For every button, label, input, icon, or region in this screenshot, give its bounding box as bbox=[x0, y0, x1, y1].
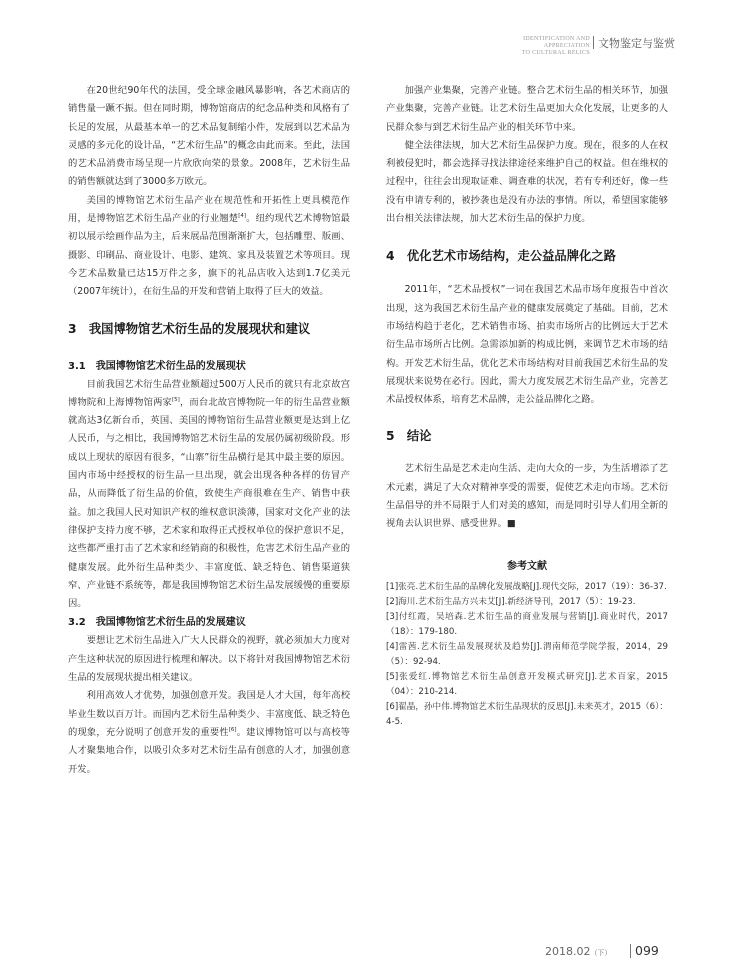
left-column bbox=[68, 82, 350, 779]
paragraph-current-status: 目前我国艺术衍生品营业额超过500万人民币的就只有北京故宫博物院和上海博物馆两家[5]，而台北故宫博物院一年的衍生品营业额就高达3亿新台币，英国、美国的博物馆衍生品营业额更是达到上亿人民币，与之相比，我国博物馆艺术衍生品的发展仍属初级阶段。形成以上现状的原因有很多，“山寨”衍生品横行是其中最主要的原因。国内市场中经授权的衍生品一旦出现，就会出现各种各样的仿冒产品，从而降低了衍生品的价值，致使生产商很难在生产、销售中获益。加之我国人民对知识产权的维权意识淡薄，国家对文化产业的法律保护支持力度不够，艺术家和取得正式授权单位的保护意识不足，这些都严重打击了艺术家和经销商的积极性，危害艺术衍生品产业的健康发展。此外衍生品种类少、丰富度低、缺乏特色、销售渠道狭窄、产业链不系统等，都是我国博物馆艺术衍生品发展缓慢的重要原因。 bbox=[68, 378, 350, 610]
reference-item: [6]翟晶，孙中伟.博物馆艺术衍生品现状的反思[J].未来英才，2015（6）：4-5. bbox=[386, 701, 668, 727]
reference-item: [1]张亮.艺术衍生品的品牌化发展战略[J].现代交际，2017（19）：36-37. bbox=[386, 581, 667, 592]
footer-divider bbox=[630, 944, 631, 958]
running-header bbox=[480, 34, 710, 54]
section-3-1-heading: 3.1 我国博物馆艺术衍生品的发展现状 bbox=[68, 360, 246, 372]
paragraph-law: 健全法律法规，加大艺术衍生品保护力度。现在，很多的人在权利被侵犯时，都会选择寻找法律途径来维护自己的权益。但在维权的过程中，往往会出现取证难、调查难的状况，若有专利还好，像一些没有申请专利的，被抄袭也是没有办法的事情。所以，希望国家能够出台相关法律法规，加大艺术衍生品的保护力度。 bbox=[386, 139, 668, 225]
citation-5: [5] bbox=[172, 396, 180, 403]
section-5-heading: 5 结论 bbox=[386, 429, 432, 444]
citation-6: [6] bbox=[228, 726, 237, 733]
reference-item: [3]付红霞，吴培森.艺术衍生品的商业发展与营销[J].商业时代，2017（18）：179-180. bbox=[386, 611, 668, 637]
header-english-line1: IDENTIFICATION AND APPRECIATION bbox=[523, 36, 590, 49]
paragraph-market-structure: 2011年，“艺术品授权”一词在我国艺术品市场年度报告中首次出现，这为我国艺术衍生品产业的健康发展奠定了基础。目前，艺术市场结构趋于老化，艺术销售市场、拍卖市场所占的比例远大于艺术衍生品市场所占比例。急需添加新的构成比例，来调节艺术市场的结构。开发艺术衍生品，优化艺术市场结构对目前我国艺术衍生品的发展现状来说势在必行。因此，需大力度发展艺术衍生品产业，完善艺术品授权体系，培育艺术品牌，走公益品牌化之路。 bbox=[386, 284, 668, 406]
paragraph-usa: 美国的博物馆艺术衍生品产业在规范性和开拓性上更具模范作用，是博物馆艺术衍生品产业的行业翘楚[4]。纽约现代艺术博物馆最初以展示绘画作品为主，后来展品范围渐渐扩大，包括雕塑、版画、摄影、印刷品、商业设计、电影、建筑、家具及装置艺术等项目。现今艺术品数量已达15万件之多，旗下的礼品店收入达到1.7亿美元（2007年统计），在衍生品的开发和营销上取得了巨大的效益。 bbox=[68, 194, 350, 298]
header-english-title bbox=[480, 36, 590, 57]
references-title: 参考文献 bbox=[507, 560, 547, 572]
issue-date: 2018.02（下） bbox=[545, 945, 612, 958]
paragraph-conclusion: 艺术衍生品是艺术走向生活、走向大众的一步，为生活增添了艺术元素，满足了大众对精神享受的需要，促使艺术走向市场。艺术衍生品倡导的并不局限于人们对美的感知，而是同时引导人们用全新的视角去认识世界、感受世界。■ bbox=[386, 463, 668, 530]
page-footer bbox=[545, 943, 685, 959]
header-divider bbox=[593, 36, 594, 49]
paragraph-france: 在20世纪90年代的法国，受全球金融风暴影响，各艺术商店的销售量一蹶不振。但在同时期，博物馆商店的纪念品种类和风格有了长足的发展，从最基本单一的艺术品复制缩小件，发展到以艺术品为灵感的多元化的设计品，“艺术衍生品”的概念由此而来。至此，法国的艺术品消费市场呈现一片欣欣向荣的景象。2008年，艺术衍生品的销售额就达到了3000多万欧元。 bbox=[68, 85, 350, 188]
section-3-2-heading: 3.2 我国博物馆艺术衍生品的发展建议 bbox=[68, 617, 246, 629]
end-mark: ■ bbox=[506, 518, 516, 530]
references-list bbox=[386, 580, 668, 730]
reference-item: [4]雷茜.艺术衍生品发展现状及趋势[J].渭南师范学院学报，2014，29（5）：92-94. bbox=[386, 641, 668, 667]
header-chinese-title: 文物鉴定与鉴赏 bbox=[598, 37, 675, 50]
issue-half: （下） bbox=[590, 949, 612, 957]
paragraph-suggestions-intro: 要想让艺术衍生品进入广大人民群众的视野，就必须加大力度对产生这种状况的原因进行梳理和解决。以下将针对我国博物馆艺术衍生品的发展现状提出相关建议。 bbox=[68, 635, 350, 684]
right-column bbox=[386, 82, 668, 730]
section-3-heading: 3 我国博物馆艺术衍生品的发展现状和建议 bbox=[68, 321, 311, 336]
reference-item: [2]海川.艺术衍生品方兴未艾[J].新经济导刊，2017（5）：19-23. bbox=[386, 596, 636, 607]
page-number: 099 bbox=[635, 943, 659, 958]
paragraph-industry-chain: 加强产业集聚，完善产业链。整合艺术衍生品的相关环节，加强产业集聚，完善产业链。让艺术衍生品更加大众化发展，让更多的人民群众参与到艺术衍生品产业的相关环节中来。 bbox=[386, 85, 668, 133]
header-english-line2: TO CULTURAL RELICS bbox=[521, 50, 590, 56]
section-4-heading: 4 优化艺术市场结构，走公益品牌化之路 bbox=[386, 249, 616, 264]
paragraph-talent: 利用高效人才优势，加强创意开发。我国是人才大国，每年高校毕业生数以百万计。而国内艺术衍生品种类少、丰富度低、缺乏特色的现象，充分说明了创意开发的重要性[6]。建议博物馆可以与高校等人才聚集地合作，以吸引众多对艺术衍生品有创意的人才，加强创意开发。 bbox=[68, 690, 350, 775]
reference-item: [5]张爱红.博物馆艺术衍生品创意开发模式研究[J].艺术百家，2015（04）：210-214. bbox=[386, 671, 668, 697]
citation-4: [4] bbox=[238, 212, 246, 219]
